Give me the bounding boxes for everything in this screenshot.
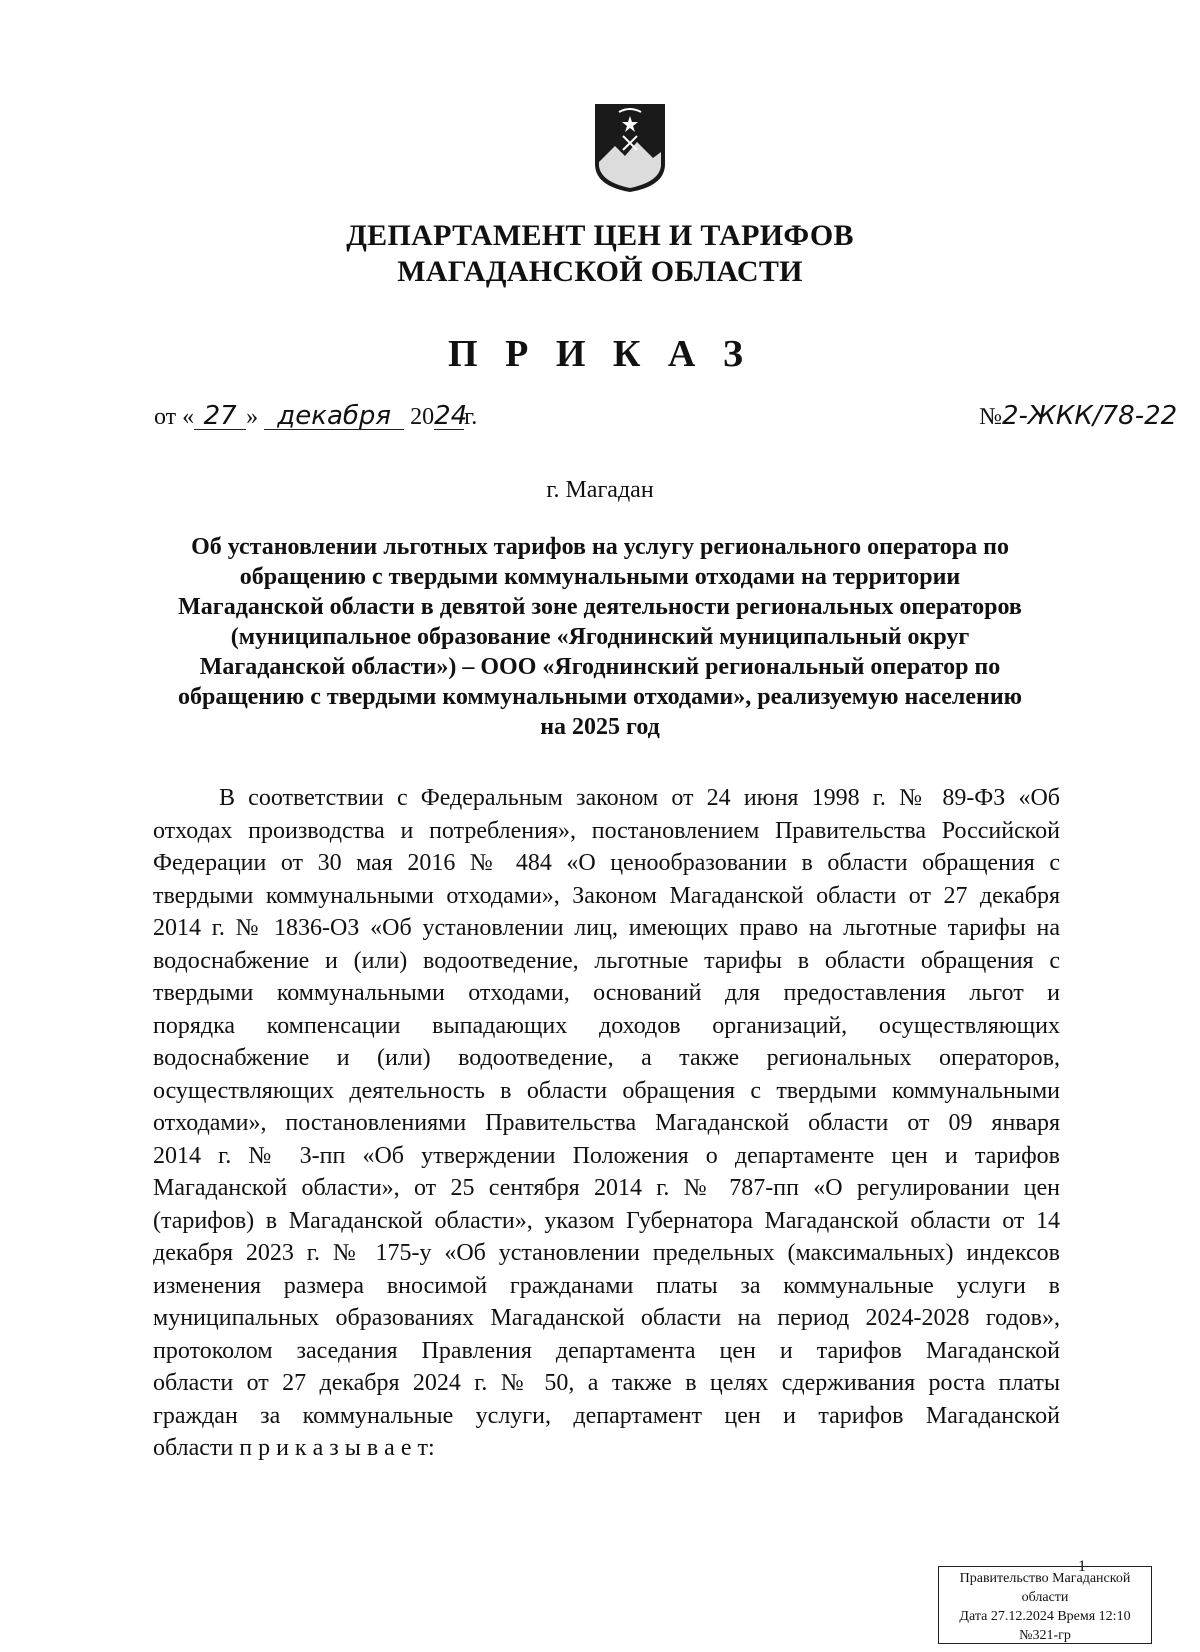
subject-line: Магаданской области») – ООО «Ягоднинский региональный оператор по bbox=[199, 654, 1001, 680]
stamp-line: Правительство Магаданской bbox=[959, 1571, 1131, 1586]
stamp-line: области bbox=[1021, 1590, 1069, 1605]
page-number: 1 bbox=[1078, 1558, 1086, 1575]
body-line: протоколом заседания Правления департамента цен и тарифов Магаданской bbox=[153, 1337, 1060, 1364]
number-prefix: № bbox=[979, 404, 1002, 430]
department-line-2: МАГАДАНСКОЙ ОБЛАСТИ bbox=[397, 255, 803, 288]
body-line: Федерации от 30 мая 2016 № 484 «О ценообразовании в области обращения с bbox=[153, 850, 1060, 876]
date-year-end: г. bbox=[464, 404, 478, 430]
body-line: граждан за коммунальные услуги, департамент цен и тарифов Магаданской bbox=[153, 1402, 1060, 1429]
body-line: изменения размера вносимой гражданами платы за коммунальные услуги в bbox=[153, 1272, 1060, 1299]
subject-line: Об установлении льготных тарифов на услугу регионального оператора по bbox=[191, 534, 1009, 560]
body-line: области п р и к а з ы в а е т: bbox=[153, 1435, 435, 1461]
department-name bbox=[0, 218, 1200, 290]
subject-line: (муниципальное образование «Ягоднинский муниципальный округ bbox=[230, 624, 970, 650]
body-line: Магаданской области», от 25 сентября 2014 г. № 787-пп «О регулировании цен bbox=[153, 1175, 1060, 1201]
body-line: (тарифов) в Магаданской области», указом Губернатора Магаданской области от 14 bbox=[153, 1207, 1060, 1234]
body-line: 2014 г. № 1836-ОЗ «Об установлении лиц, имеющих право на льготные тарифы на bbox=[153, 915, 1060, 941]
body-line: отходами», постановлениями Правительства Магаданской области от 09 января bbox=[153, 1110, 1060, 1136]
subject-line: Магаданской области в девятой зоне деятельности региональных операторов bbox=[178, 594, 1022, 620]
order-body bbox=[153, 782, 1060, 1465]
body-line: В соответствии с Федеральным законом от 24 июня 1998 г. № 89-ФЗ «Об bbox=[219, 785, 1060, 811]
order-date bbox=[154, 403, 477, 431]
number-value: 2-ЖКК/78-22 bbox=[1002, 401, 1178, 431]
registration-stamp bbox=[938, 1566, 1152, 1644]
body-line: осуществляющих деятельность в области обращения с твердыми коммунальными bbox=[153, 1077, 1060, 1104]
body-line: 2014 г. № 3-пп «Об утверждении Положения о департаменте цен и тарифов bbox=[153, 1142, 1060, 1169]
body-line: водоснабжение и (или) водоотведение, а также региональных операторов, bbox=[153, 1045, 1060, 1071]
order-number bbox=[979, 401, 1178, 431]
date-month: декабря bbox=[264, 403, 404, 430]
body-line: декабря 2023 г. № 175-у «Об установлении предельных (максимальных) индексов bbox=[153, 1240, 1060, 1266]
body-line: области от 27 декабря 2024 г. № 50, а также в целях сдерживания роста платы bbox=[153, 1370, 1060, 1396]
body-line: муниципальных образованиях Магаданской области на период 2024-2028 годов», bbox=[153, 1305, 1060, 1331]
stamp-line: №321-гр bbox=[1019, 1628, 1071, 1643]
date-year-prefix: 20 bbox=[410, 404, 435, 430]
subject-line: на 2025 год bbox=[540, 714, 660, 740]
stamp-line: Дата 27.12.2024 Время 12:10 bbox=[959, 1609, 1131, 1624]
subject-line: обращению с твердыми коммунальными отходами», реализуемую населению bbox=[177, 684, 1023, 710]
date-quote-close: » bbox=[246, 404, 259, 430]
body-line: порядка компенсации выпадающих доходов организаций, осуществляющих bbox=[153, 1012, 1060, 1039]
subject-line: обращению с твердыми коммунальными отходами на территории bbox=[239, 564, 961, 590]
date-day: 27 bbox=[194, 403, 246, 430]
department-line-1: ДЕПАРТАМЕНТ ЦЕН И ТАРИФОВ bbox=[346, 219, 854, 252]
order-subject bbox=[140, 532, 1060, 742]
body-line: твердыми коммунальными отходами, оснований для предоставления льгот и bbox=[153, 980, 1060, 1006]
coat-of-arms-icon bbox=[593, 102, 667, 194]
body-line: водоснабжение и (или) водоотведение, льготные тарифы в области обращения с bbox=[153, 947, 1060, 974]
date-prefix: от « bbox=[154, 404, 195, 430]
city: г. Магадан bbox=[546, 477, 654, 503]
document-type-title: П Р И К А З bbox=[448, 333, 752, 375]
date-year-suffix: 24 bbox=[434, 401, 468, 431]
body-line: твердыми коммунальными отходами», Законом Магаданской области от 27 декабря bbox=[153, 882, 1060, 909]
body-line: отходах производства и потребления», постановлением Правительства Российской bbox=[153, 817, 1060, 844]
